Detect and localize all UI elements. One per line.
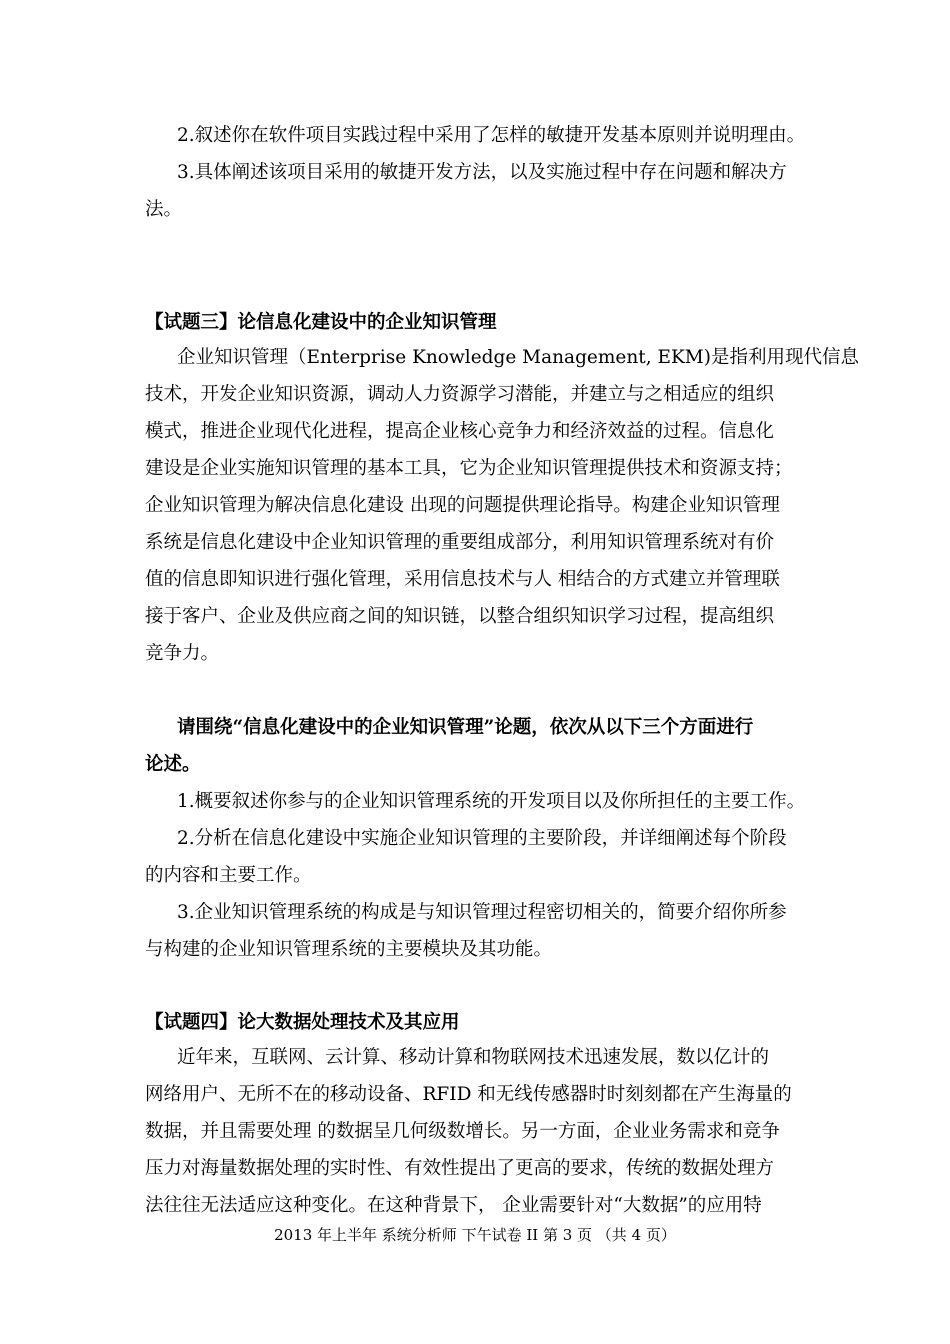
q3-item-3: 3.企业知识管理系统的构成是与知识管理过程密切相关的，简要介绍你所参 — [177, 902, 787, 923]
q4-para-line: 压力对海量数据处理的实时性、有效性提出了更高的要求，传统的数据处理方 — [145, 1158, 775, 1179]
q3-instruction: 请围绕“信息化建设中的企业知识管理”论题，依次从以下三个方面进行 — [177, 717, 754, 738]
q3-para-line: 企业知识管理（Enterprise Knowledge Management, EKM)是指利用现代信息 — [177, 347, 859, 368]
q4-para-line: 近年来，互联网、云计算、移动计算和物联网技术迅速发展，数以亿计的 — [177, 1047, 770, 1068]
section2-item-3-cont: 法。 — [145, 199, 183, 220]
q3-para-line: 值的信息即知识进行强化管理，采用信息技术与人 相结合的方式建立并管理联 — [145, 569, 780, 590]
q3-para-line: 企业知识管理为解决信息化建设 出现的问题提供理论指导。构建企业知识管理 — [145, 495, 780, 516]
q4-para-line: 数据，并且需要处理 的数据呈几何级数增长。另一方面，企业业务需求和竞争 — [145, 1121, 780, 1142]
q4-para-line: 法往往无法适应这种变化。在这种背景下， 企业需要针对“大数据”的应用特 — [145, 1195, 762, 1216]
q4-para-line: 网络用户、无所不在的移动设备、RFID 和无线传感器时时刻刻都在产生海量的 — [145, 1084, 792, 1105]
q3-para-line: 竞争力。 — [145, 643, 220, 664]
q3-para-line: 技术，开发企业知识资源，调动人力资源学习潜能，并建立与之相适应的组织 — [145, 384, 775, 405]
page-footer: 2013 年上半年 系统分析师 下午试卷 II 第 3 页 （共 4 页） — [274, 1226, 676, 1244]
section2-item-2: 2.叙述你在软件项目实践过程中采用了怎样的敏捷开发基本原则并说明理由。 — [177, 125, 806, 146]
q3-item-3-cont: 与构建的企业知识管理系统的主要模块及其功能。 — [145, 939, 553, 960]
q3-item-1: 1.概要叙述你参与的企业知识管理系统的开发项目以及你所担任的主要工作。 — [177, 791, 806, 812]
q3-para-line: 系统是信息化建设中企业知识管理的重要组成部分，利用知识管理系统对有价 — [145, 532, 775, 553]
q4-title: 【试题四】论大数据处理技术及其应用 — [145, 1012, 460, 1033]
q3-para-line: 模式，推进企业现代化进程，提高企业核心竞争力和经济效益的过程。信息化 — [145, 421, 775, 442]
q3-para-line: 建设是企业实施知识管理的基本工具，它为企业知识管理提供技术和资源支持； — [145, 458, 793, 479]
q3-title: 【试题三】论信息化建设中的企业知识管理 — [145, 312, 497, 333]
section2-item-3: 3.具体阐述该项目采用的敏捷开发方法，以及实施过程中存在问题和解决方 — [177, 162, 787, 183]
q3-item-2-cont: 的内容和主要工作。 — [145, 865, 312, 886]
q3-item-2: 2.分析在信息化建设中实施企业知识管理的主要阶段，并详细阐述每个阶段 — [177, 828, 787, 849]
q3-para-line: 接于客户、企业及供应商之间的知识链，以整合组织知识学习过程，提高组织 — [145, 606, 775, 627]
q3-instruction-cont: 论述。 — [145, 754, 201, 775]
